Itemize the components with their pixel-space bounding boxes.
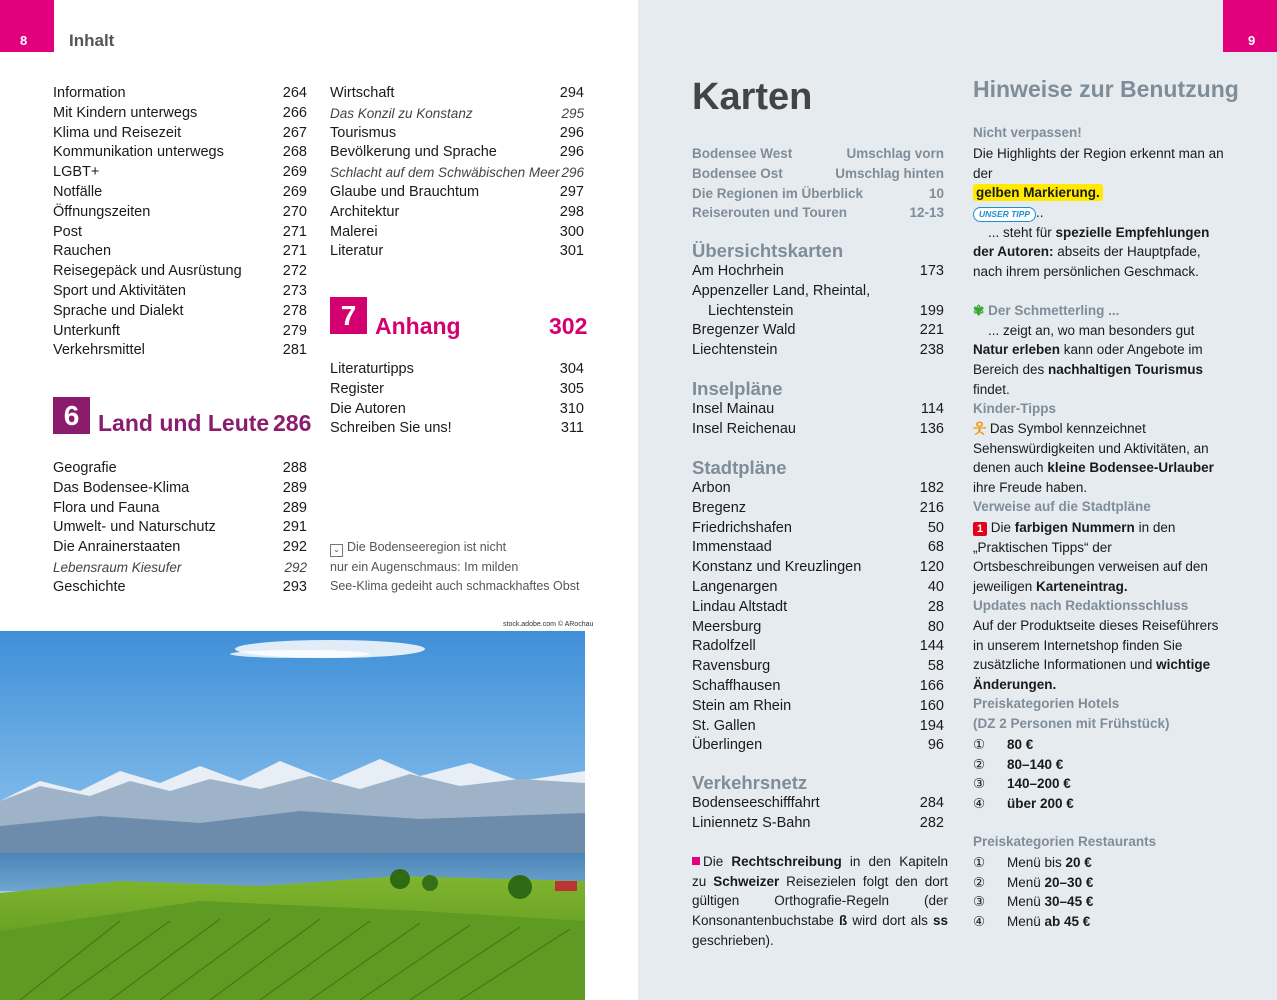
karten-title: Karten [692,76,813,118]
entry-title: Bregenz [692,499,747,516]
updates-heading: Updates nach Redaktionsschluss [973,598,1189,613]
entry-page: 266 [282,104,307,121]
entry-page: 296 [561,165,584,181]
entry-page: 304 [559,361,584,377]
left-page [0,0,638,1000]
entry-page: 50 [927,519,944,536]
price-value: 20 € [1065,855,1092,870]
restaurant-price-row [973,853,1092,873]
kinder-tipps-text: 웃 Das Symbol kennzeichnet Sehenswürdigkeiten und Aktivitäten, an denen auch kleine Bodensee-Urlauber ihre Freude haben. [973,421,1214,496]
toc-entry[interactable] [53,242,307,262]
toc-entry[interactable] [330,183,584,203]
entry-page: 281 [282,342,307,359]
page-number-tab-left [0,0,54,52]
updates-text: Auf der Produktseite dieses Reiseführers in unserem Internetshop finden Sie zusätzliche Informationen und wichtige Änderungen. [973,618,1219,693]
entry-title: Die Autoren [330,400,406,417]
entry-title: Malerei [330,223,378,240]
entry-title: Liniennetz S-Bahn [692,814,811,831]
price-value: über 200 € [1007,796,1074,812]
entry-title: Friedrichshafen [692,519,792,536]
toc-entry[interactable] [330,400,584,420]
toc-entry[interactable] [53,282,307,302]
entry-title: Bodensee Ost [692,165,783,181]
price-value: 80–140 € [1007,756,1064,772]
entry-page: 120 [919,559,944,576]
entry-title: Die Regionen im Überblick [692,185,864,201]
entry-title: LGBT+ [53,164,100,181]
price-category-symbol: ④ [973,914,986,930]
entry-title: Unterkunft [53,322,120,339]
entry-page: 267 [282,124,307,141]
map-entry[interactable] [692,697,944,717]
entry-page: 284 [919,795,944,811]
page-number-tab-right [1223,0,1277,52]
toc-entry[interactable] [53,459,307,479]
toc-entry[interactable] [330,242,584,262]
toc-entry[interactable] [53,578,307,598]
schmetterling-block: ✾ Der Schmetterling ... ... zeigt an, wo man besonders gut Natur erleben kann oder Angebote im Bereich des nachhaltigen Tourismus findet. [973,303,1204,397]
map-entry[interactable] [692,598,944,618]
section-number: 7 [340,300,357,331]
entry-page: 270 [282,203,307,220]
map-entry[interactable] [692,558,944,578]
entry-page: 296 [559,144,584,161]
entry-title: Meersburg [692,618,762,635]
price-value: 140–200 € [1007,776,1071,792]
entry-title: Wirtschaft [330,85,395,101]
entry-page: 282 [919,814,944,831]
entry-title: Insel Reichenau [692,420,796,437]
entry-page: 264 [282,85,307,101]
entry-title: Bregenzer Wald [692,322,796,339]
entry-page: 310 [559,400,584,417]
entry-title: Bodensee West [692,146,793,161]
entry-page: 298 [559,203,584,220]
spelling-note: Die Rechtschreibung in den Kapiteln zu Schweizer Reisezielen folgt den dort gültigen Orthografie-Regeln (der Konsonantenbuchstabe ß wird dort als ss geschrieben). [692,854,948,948]
caption-icon: ⌄ [330,544,343,557]
map-entry[interactable] [692,618,944,638]
entry-title: Kommunikation unterwegs [53,144,224,161]
restaurant-price-row [973,873,1093,893]
hotels-subheading: (DZ 2 Personen mit Frühstück) [973,716,1170,731]
entry-title: Reiserouten und Touren [692,205,848,221]
entry-title: Liechtenstein [692,342,778,359]
inselplaene-heading: Inselpläne [692,378,783,399]
running-head: Inhalt [69,31,115,50]
toc-entry[interactable] [53,223,307,243]
entry-title: Mit Kindern unterwegs [53,104,198,121]
caption-line: See-Klima gedeiht auch schmackhaftes Obst [330,579,580,593]
price-category-symbol: ① [973,855,986,870]
entry-title: Öffnungszeiten [53,203,151,220]
entry-page: 166 [919,678,944,694]
map-entry[interactable] [692,794,944,814]
toc-entry[interactable] [53,124,307,144]
entry-page: 96 [927,737,944,754]
map-entry[interactable] [692,677,944,697]
price-prefix: Menü bis [1007,855,1066,870]
toc-entry[interactable] [53,558,307,578]
entry-page: 221 [919,322,944,339]
restaurant-price-row [973,912,1090,932]
entry-title: Sprache und Dialekt [53,302,184,319]
entry-page: 268 [282,144,307,161]
map-entry[interactable] [692,144,944,164]
price-prefix: Menü [1007,894,1045,910]
map-entry[interactable] [692,321,944,341]
section-number: 6 [63,400,80,431]
price-prefix: Menü [1007,874,1045,890]
entry-title: Bodenseeschifffahrt [692,795,820,811]
landscape-photo [0,631,585,1000]
pink-square-icon [692,857,700,865]
verkehrsnetz-heading: Verkehrsnetz [692,772,808,793]
entry-title: Immenstaad [692,539,772,556]
entry-page: 173 [919,263,944,279]
entry-title: Verkehrsmittel [53,342,145,359]
toc-entry[interactable] [53,302,307,322]
hints-title: Hinweise zur Benutzung [973,76,1239,102]
toc-entry[interactable] [330,104,584,124]
entry-title: Tourismus [330,124,397,141]
toc-entry[interactable] [53,262,307,282]
entry-page: 272 [282,263,307,280]
map-entry[interactable] [692,400,944,420]
entry-page: 301 [559,243,584,260]
price-category-symbol: ④ [973,796,986,812]
entry-title: Stein am Rhein [692,697,792,714]
price-category-symbol: ② [973,756,986,772]
verweise-heading: Verweise auf die Stadtpläne [973,499,1151,514]
entry-title: Konstanz und Kreuzlingen [692,559,862,576]
entry-title: Bevölkerung und Sprache [330,144,497,161]
page-number: 8 [20,33,28,48]
map-entry[interactable] [692,637,944,657]
page-number: 9 [1248,33,1256,48]
section-7-title[interactable]: Anhang [375,313,461,339]
entry-title: Flora und Fauna [53,499,160,516]
section-6-number-box [53,397,90,434]
toc-entry[interactable] [53,104,307,124]
entry-page: 288 [282,460,307,476]
toc-entry[interactable] [53,183,307,203]
entry-page: 182 [919,480,944,496]
entry-page: 273 [282,283,307,299]
entry-page: 160 [919,697,944,714]
entry-page: 279 [282,322,307,339]
entry-title: Am Hochrhein [692,263,784,279]
entry-title: Literaturtipps [330,361,414,377]
entry-title: Register [330,380,384,397]
toc-entry[interactable] [330,203,584,223]
toc-entry[interactable] [330,223,584,243]
map-entry[interactable] [692,736,944,756]
entry-title: Das Bodensee-Klima [53,479,190,496]
entry-page: 194 [919,717,944,734]
stadtplaene-heading: Stadtpläne [692,457,787,478]
entry-page: 296 [559,124,584,141]
entry-title: Liechtenstein [708,302,794,319]
entry-title: Klima und Reisezeit [53,124,182,141]
caption-line: Die Bodenseeregion ist nicht [347,540,507,554]
price-category-symbol: ② [973,874,986,890]
entry-title: Geografie [53,460,117,476]
section-6-page: 286 [273,410,312,436]
map-entry[interactable] [692,341,944,361]
map-entry[interactable] [692,282,944,302]
map-entry[interactable] [692,499,944,519]
entry-page: Umschlag hinten [835,165,944,181]
map-entry[interactable] [692,578,944,598]
entry-title: Notfälle [53,184,103,200]
price-prefix: Menü [1007,914,1045,930]
entry-page: 294 [559,85,584,101]
entry-title: Architektur [330,203,400,220]
entry-title: Information [53,85,126,101]
entry-page: 238 [919,342,944,359]
entry-page: 278 [282,302,307,319]
entry-page: 292 [284,560,307,575]
entry-page: 10 [928,185,944,201]
map-entry[interactable] [692,203,944,223]
price-value: 20–30 € [1044,874,1094,890]
toc-entry[interactable] [53,518,307,538]
photo-credit: stock.adobe.com © ARochau [503,621,594,628]
toc-entry[interactable] [330,380,584,400]
section-7-number-box [330,297,367,334]
kinder-tipps-heading: Kinder-Tipps [973,401,1057,416]
entry-page: 300 [559,223,584,240]
unser-tipp-badge-icon: UNSER TIPP [973,207,1036,222]
toc-entry[interactable] [53,143,307,163]
entry-page: 58 [927,658,944,675]
hotel-price-row [973,755,1063,775]
price-category-symbol: ③ [973,776,986,792]
toc-entry[interactable] [53,322,307,342]
map-entry[interactable] [692,814,944,834]
entry-title: Rauchen [53,243,112,260]
toc-entry[interactable] [53,479,307,499]
map-entry[interactable] [692,657,944,677]
nicht-verpassen-heading: Nicht verpassen! [973,125,1082,140]
toc-entry[interactable] [53,203,307,223]
entry-title: Insel Mainau [692,401,775,417]
restaurants-heading: Preiskategorien Restaurants [973,834,1157,849]
entry-page: 199 [919,302,944,319]
section-6-title[interactable]: Land und Leute [98,410,270,436]
toc-entry[interactable] [53,538,307,558]
unser-tipp-block: UNSER TIPP .. ... steht für spezielle Empfehlungen der Autoren: abseits der Hauptpfade, nach ihrem persönlichen Geschmack. [973,205,1210,280]
entry-title: Schaffhausen [692,678,781,694]
map-entry[interactable] [692,538,944,558]
restaurant-price-row [973,892,1093,912]
uebersichtskarten-heading: Übersichtskarten [692,240,844,261]
entry-title: Die Anrainerstaaten [53,539,181,556]
map-entry[interactable] [692,262,944,282]
entry-page: 305 [559,380,584,397]
price-value: ab 45 € [1044,914,1091,930]
landscape-illustration [0,631,585,1000]
entry-title: Radolfzell [692,638,756,655]
entry-page: 136 [919,420,944,437]
map-entry[interactable] [692,420,944,440]
price-category-symbol: ③ [973,894,986,910]
nicht-verpassen-text: Die Highlights der Region erkennt man an der gelben Markierung. [973,146,1224,201]
entry-page: Umschlag vorn [846,146,944,161]
entry-page: 80 [927,618,944,635]
caption-line: nur ein Augenschmaus: Im milden [330,559,519,574]
entry-page: 28 [927,598,944,615]
map-entry[interactable] [692,184,944,204]
entry-page: 68 [927,539,944,556]
entry-title: Überlingen [692,737,763,754]
entry-title: Das Konzil zu Konstanz [330,105,473,121]
entry-title: Lebensraum Kiesufer [53,560,182,575]
toc-entry[interactable] [330,124,584,144]
entry-title: Umwelt- und Naturschutz [53,519,216,536]
map-entry[interactable] [692,717,944,737]
entry-page: 295 [561,105,584,121]
entry-page: 289 [282,479,307,496]
entry-title: Ravensburg [692,658,771,675]
entry-page: 271 [282,223,307,240]
map-entry[interactable] [692,519,944,539]
entry-title: Geschichte [53,578,126,595]
toc-entry[interactable] [330,419,584,439]
entry-page: 216 [919,499,944,516]
entry-title: Literatur [330,243,384,260]
toc-entry[interactable] [330,84,584,104]
entry-page: 289 [282,499,307,516]
toc-entry[interactable] [330,143,584,163]
price-value: 30–45 € [1044,894,1094,910]
entry-title: St. Gallen [692,717,756,734]
hotel-price-row [973,794,1074,814]
entry-title: Sport und Aktivitäten [53,283,186,299]
entry-page: 269 [282,164,307,181]
toc-entry[interactable] [53,341,307,361]
child-icon: 웃 [973,421,987,436]
price-value: 80 € [1007,737,1034,752]
section-7-page: 302 [549,313,588,339]
butterfly-icon: ✾ [973,303,985,318]
entry-title: Appenzeller Land, Rheintal, [692,282,871,299]
entry-page: 269 [282,184,307,200]
entry-page: 297 [559,184,584,200]
entry-page: 144 [919,638,944,655]
entry-page: 12-13 [909,205,944,221]
entry-page: 291 [282,519,307,536]
toc-entry[interactable] [330,360,584,380]
entry-title: Reisegepäck und Ausrüstung [53,263,242,280]
toc-entry[interactable] [53,84,307,104]
hotel-price-row [973,735,1033,755]
entry-page: 114 [920,401,944,417]
map-entry[interactable] [692,302,944,322]
verweise-text: 1 Die farbigen Nummern in den „Praktischen Tipps“ der Ortsbeschreibungen verweisen auf den jeweiligen Karteneintrag. [973,520,1208,595]
entry-title: Glaube und Brauchtum [330,184,480,200]
hotel-price-row [973,774,1071,794]
entry-page: 311 [560,420,584,437]
price-category-symbol: ① [973,737,986,752]
entry-title: Post [53,223,83,240]
entry-page: 292 [282,539,307,556]
entry-page: 271 [282,243,307,260]
hotels-heading: Preiskategorien Hotels [973,696,1120,711]
map-entry[interactable] [692,479,944,499]
entry-title: Langenargen [692,579,778,595]
yellow-highlight-sample: gelben Markierung. [973,184,1103,201]
toc-entry[interactable] [53,499,307,519]
entry-page: 293 [282,578,307,595]
entry-page: 40 [927,579,944,595]
number-badge-icon: 1 [973,522,987,536]
entry-title: Schlacht auf dem Schwäbischen Meer [330,165,560,181]
toc-entry[interactable] [330,163,584,183]
map-entry[interactable] [692,164,944,184]
entry-title: Arbon [692,480,731,496]
toc-entry[interactable] [53,163,307,183]
entry-title: Schreiben Sie uns! [330,420,452,437]
photo-caption [330,538,590,597]
entry-title: Lindau Altstadt [692,598,788,615]
